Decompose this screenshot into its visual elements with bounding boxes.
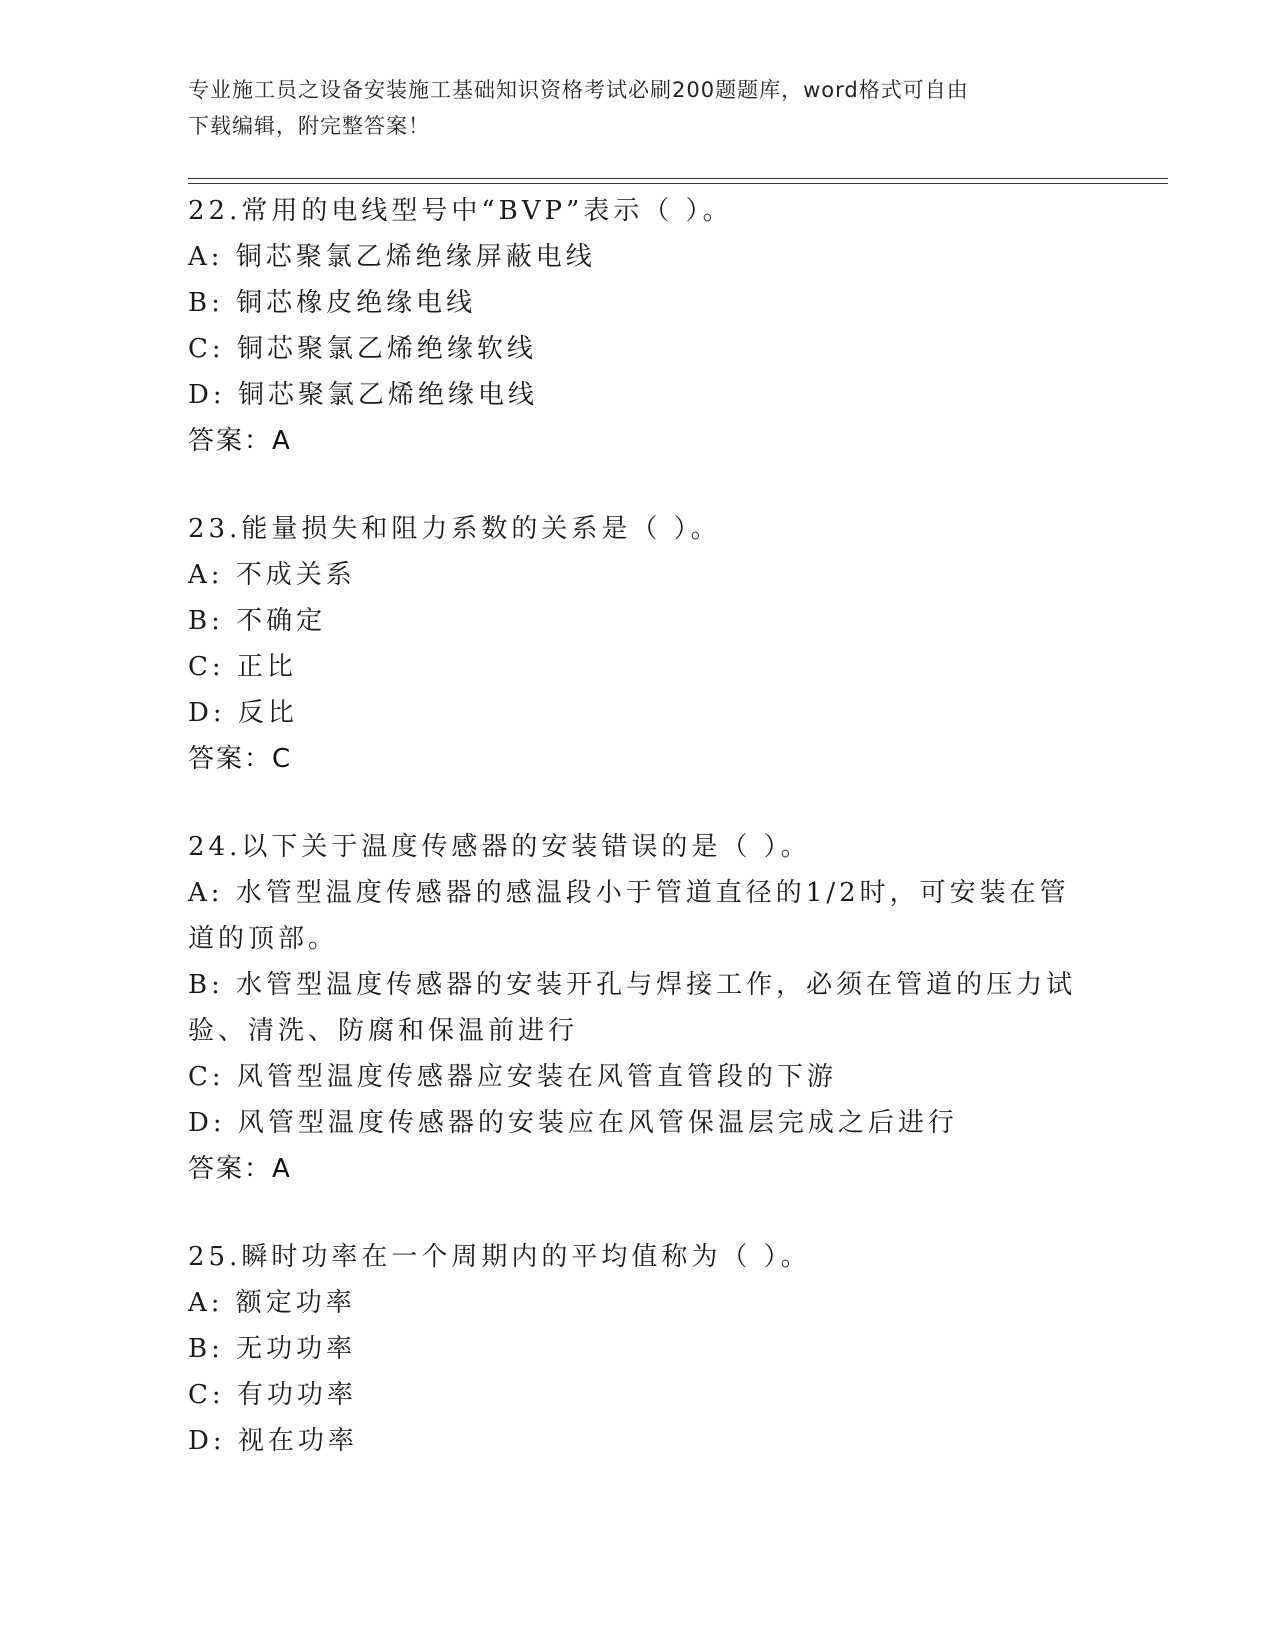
option-c: C: 有功功率 [188,1380,357,1410]
question-list [188,188,1088,1506]
option-a: A: 额定功率 [188,1288,356,1318]
option-b: B: 无功功率 [188,1334,357,1364]
option-a: A: 铜芯聚氯乙烯绝缘屏蔽电线 [188,242,596,272]
option-b: B: 水管型温度传感器的安装开孔与焊接工作，必须在管道的压力试验、清洗、防腐和保温前进行 [188,970,1077,1046]
answer-line: 答案：A [188,1154,292,1184]
option-b: B: 铜芯橡皮绝缘电线 [188,288,477,318]
question-block [188,188,1088,464]
header-line-1: 专业施工员之设备安装施工基础知识资格考试必刷200题题库，word格式可自由 [188,78,969,102]
option-d: D: 风管型温度传感器的安装应在风管保温层完成之后进行 [188,1108,958,1138]
header-divider-top [188,178,1168,179]
option-c: C: 铜芯聚氯乙烯绝缘软线 [188,334,537,364]
option-b: B: 不确定 [188,606,327,636]
answer-line: 答案：A [188,426,292,456]
option-d: D: 视在功率 [188,1426,358,1456]
question-stem: 24.以下关于温度传感器的安装错误的是（ ）。 [188,832,811,862]
option-c: C: 正比 [188,652,297,682]
question-stem: 25.瞬时功率在一个周期内的平均值称为（ ）。 [188,1242,811,1272]
question-block [188,506,1088,782]
option-d: D: 反比 [188,698,298,728]
option-c: C: 风管型温度传感器应安装在风管直管段的下游 [188,1062,837,1092]
question-stem: 22.常用的电线型号中“BVP”表示（ ）。 [188,196,733,226]
question-block [188,824,1088,1192]
answer-line: 答案：C [188,744,293,774]
question-block [188,1234,1088,1464]
header-line-2: 下载编辑，附完整答案！ [188,114,430,138]
header-divider-bottom [188,183,1168,184]
option-d: D: 铜芯聚氯乙烯绝缘电线 [188,380,538,410]
option-a: A: 水管型温度传感器的感温段小于管道直径的1/2时，可安装在管道的顶部。 [188,878,1070,954]
option-a: A: 不成关系 [188,560,356,590]
document-header [188,72,1068,144]
question-stem: 23.能量损失和阻力系数的关系是（ ）。 [188,514,721,544]
